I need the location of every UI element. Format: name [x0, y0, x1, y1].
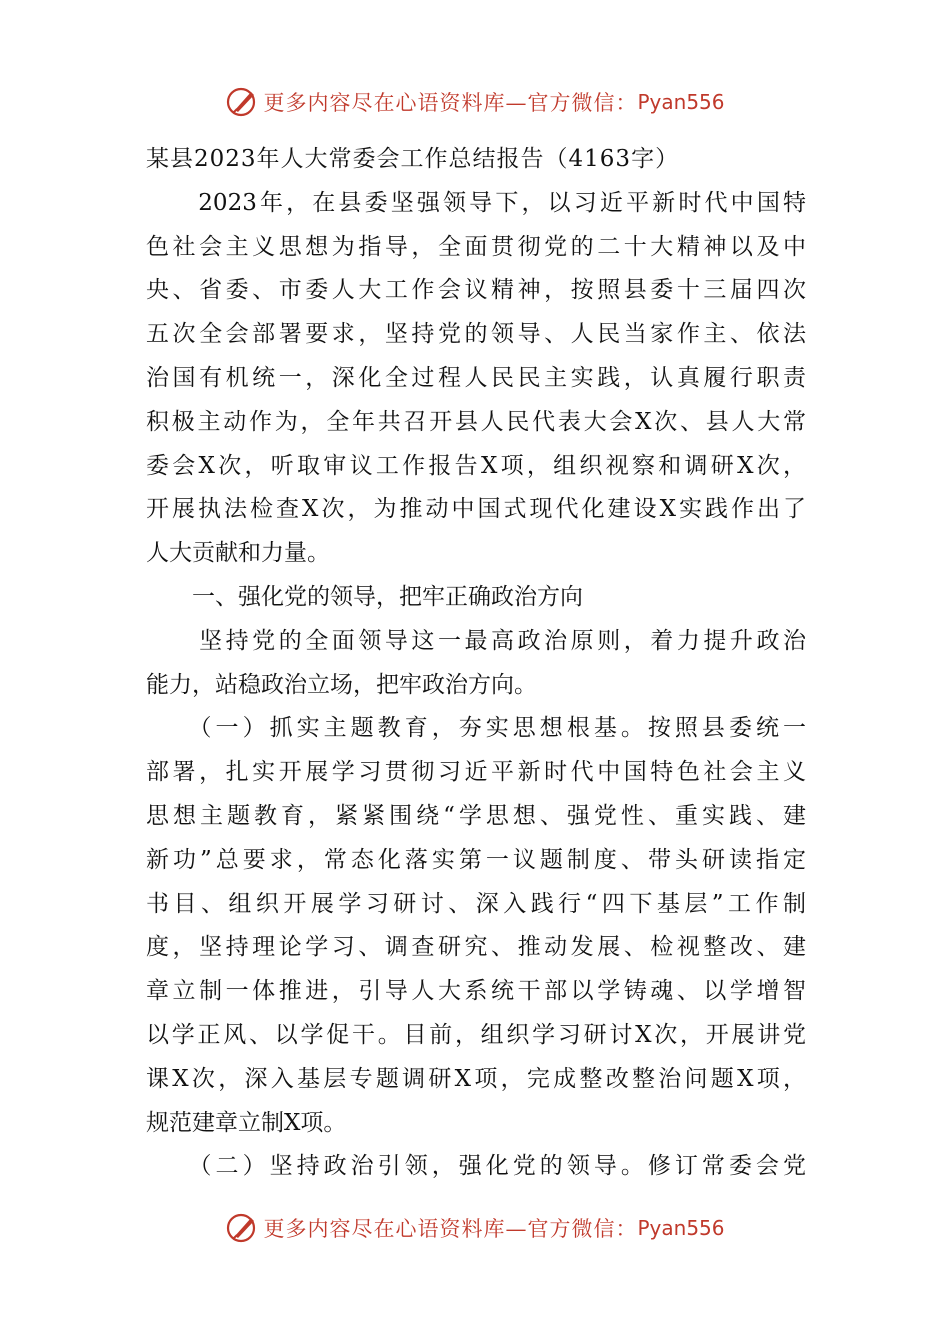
banner-contact: Pyan556 [637, 1216, 725, 1240]
document-body [146, 138, 806, 1189]
text-line: 积极主动作为，全年共召开县人民代表大会X次、县人大常 [146, 408, 806, 435]
text-line: 五次全会部署要求，坚持党的领导、人民当家作主、依法 [146, 321, 806, 348]
text-line: 2023年，在县委坚强领导下，以习近平新时代中国特 [146, 189, 806, 216]
text-line: 委会X次，听取审议工作报告X项，组织视察和调研X次， [146, 452, 806, 479]
text-line: 部署，扎实开展学习贯彻习近平新时代中国特色社会主义 [146, 759, 806, 786]
text-line: 以学正风、以学促干。目前，组织学习研讨X次，开展讲党 [146, 1021, 806, 1048]
text-line: （二）坚持政治引领，强化党的领导。修订常委会党 [146, 1153, 806, 1180]
text-line: 章立制一体推进，引导人大系统干部以学铸魂、以学增智 [146, 978, 806, 1005]
text-line: 度，坚持理论学习、调查研究、推动发展、检视整改、建 [146, 934, 806, 961]
section-heading: 一、强化党的领导，把牢正确政治方向 [146, 583, 583, 610]
text-line: 能力，站稳政治立场，把牢政治方向。 [146, 671, 537, 698]
text-line: 规范建章立制X项。 [146, 1109, 347, 1136]
text-line: 开展执法检查X次，为推动中国式现代化建设X实践作出了 [146, 496, 806, 523]
text-line: 央、省委、市委人大工作会议精神，按照县委十三届四次 [146, 277, 806, 304]
text-line: （一）抓实主题教育，夯实思想根基。按照县委统一 [146, 715, 806, 742]
quill-logo-icon [225, 85, 259, 119]
banner-text: 更多内容尽在心语资料库—官方微信： [263, 91, 638, 115]
header-banner [0, 82, 950, 122]
text-line: 新功”总要求，常态化落实第一议题制度、带头研读指定 [146, 846, 806, 873]
quill-logo-icon [225, 1211, 259, 1245]
text-line: 人大贡献和力量。 [146, 540, 330, 567]
text-line: 治国有机统一，深化全过程人民民主实践，认真履行职责 [146, 364, 806, 391]
text-line: 课X次，深入基层专题调研X项，完成整改整治问题X项， [146, 1065, 806, 1092]
banner-contact: Pyan556 [637, 90, 725, 114]
text-line: 色社会主义思想为指导，全面贯彻党的二十大精神以及中 [146, 233, 806, 260]
text-line: 思想主题教育，紧紧围绕“学思想、强党性、重实践、建 [146, 802, 806, 829]
text-line: 坚持党的全面领导这一最高政治原则，着力提升政治 [146, 627, 806, 654]
footer-banner [0, 1208, 950, 1248]
text-line: 书目、组织开展学习研讨、深入践行“四下基层”工作制 [146, 890, 806, 917]
document-title: 某县2023年人大常委会工作总结报告（4163字） [146, 146, 680, 172]
banner-text: 更多内容尽在心语资料库—官方微信： [263, 1217, 638, 1241]
